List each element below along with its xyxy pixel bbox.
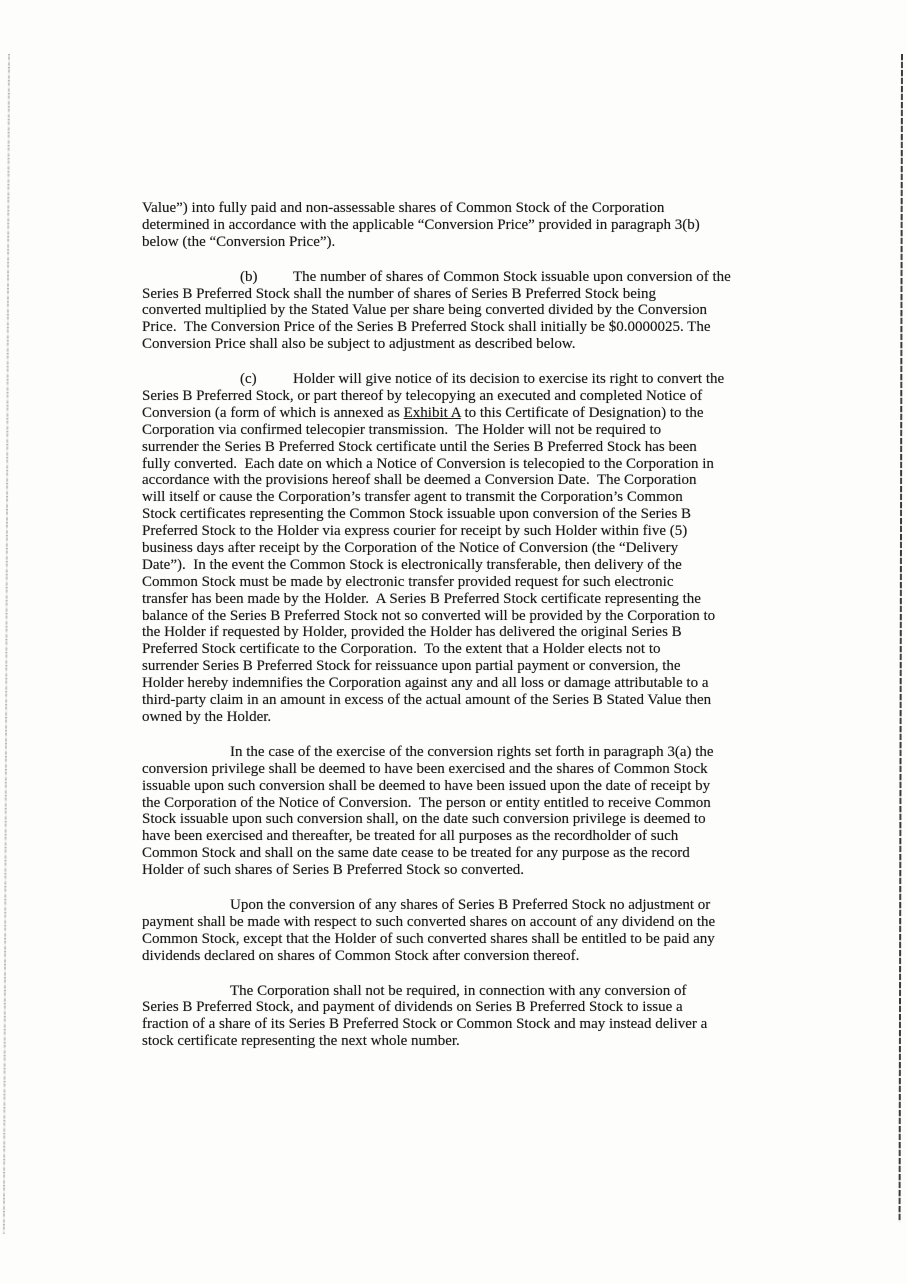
exhibit-a-underlined-reference: Exhibit A <box>403 404 461 421</box>
paragraph-fractional-shares <box>142 983 822 1051</box>
text-line: In the case of the exercise of the conversion rights set forth in paragraph 3(a) the <box>230 743 714 760</box>
paragraph-subsection-b <box>142 269 822 353</box>
text-line: stock certificate representing the next whole number. <box>142 1033 460 1050</box>
text-line: Value”) into fully paid and non-assessable shares of Common Stock of the Corporation <box>142 200 665 216</box>
text-line: dividends declared on shares of Common Stock after conversion thereof. <box>142 947 580 964</box>
text-line <box>142 405 822 422</box>
text-line: surrender Series B Preferred Stock for reissuance upon partial payment or conversion, the <box>142 658 681 675</box>
text-line: accordance with the provisions hereof shall be deemed a Conversion Date. The Corporation <box>142 472 697 489</box>
scan-artifact-left-edge-line <box>3 54 10 1234</box>
text-line: the Holder if requested by Holder, provided the Holder has delivered the original Series B <box>142 624 682 641</box>
text-line: transfer has been made by the Holder. A Series B Preferred Stock certificate representing the <box>142 590 701 607</box>
text-line: will itself or cause the Corporation’s transfer agent to transmit the Corporation’s Common <box>142 489 683 506</box>
text-run: The number of shares of Common Stock issuable upon conversion of the <box>293 268 731 285</box>
text-line: Corporation via confirmed telecopier transmission. The Holder will not be required to <box>142 421 662 438</box>
text-line: Upon the conversion of any shares of Series B Preferred Stock no adjustment or <box>230 896 711 913</box>
subsection-label-b: (b) <box>240 268 258 285</box>
text-line: Conversion Price shall also be subject to adjustment as described below. <box>142 336 576 353</box>
text-line: have been exercised and thereafter, be treated for all purposes as the recordholder of such <box>142 828 679 845</box>
text-line: determined in accordance with the applicable “Conversion Price” provided in paragraph 3(b) <box>142 216 700 233</box>
text-line: Common Stock and shall on the same date cease to be treated for any purpose as the record <box>142 845 690 862</box>
scan-artifact-right-edge-line <box>899 54 903 1222</box>
text-line: Price. The Conversion Price of the Series B Preferred Stock shall initially be $0.0000025. The <box>142 319 711 336</box>
text-line: Series B Preferred Stock shall the number of shares of Series B Preferred Stock being <box>142 285 657 302</box>
text-line: The Corporation shall not be required, in connection with any conversion of <box>230 982 687 999</box>
text-line: Preferred Stock certificate to the Corporation. To the extent that a Holder elects not to <box>142 641 661 658</box>
text-line: payment shall be made with respect to such converted shares on account of any dividend on the <box>142 913 716 930</box>
paragraph-continuation-conversion-price <box>142 200 822 251</box>
text-run: Holder will give notice of its decision to exercise its right to convert the <box>293 371 725 388</box>
text-line: fraction of a share of its Series B Preferred Stock or Common Stock and may instead deliver a <box>142 1016 708 1033</box>
subsection-label-c: (c) <box>240 371 257 388</box>
text-line: business days after receipt by the Corporation of the Notice of Conversion (the “Delivery <box>142 540 679 557</box>
text-line <box>142 269 822 286</box>
document-text-block <box>142 200 822 1068</box>
text-line: the Corporation of the Notice of Conversion. The person or entity entitled to receive Common <box>142 794 711 811</box>
paragraph-subsection-c <box>142 371 822 726</box>
text-line: fully converted. Each date on which a Notice of Conversion is telecopied to the Corporation in <box>142 455 714 472</box>
text-line: surrender the Series B Preferred Stock certificate until the Series B Preferred Stock has been <box>142 438 697 455</box>
text-line: Holder hereby indemnifies the Corporation against any and all loss or damage attributable to a <box>142 675 709 692</box>
text-line: third-party claim in an amount in excess of the actual amount of the Series B Stated Value then <box>142 692 712 709</box>
text-line: balance of the Series B Preferred Stock not so converted will be provided by the Corporation to <box>142 607 716 624</box>
text-line: Series B Preferred Stock, or part thereof by telecopying an executed and completed Notice of <box>142 388 703 405</box>
text-line: Stock certificates representing the Common Stock issuable upon conversion of the Series B <box>142 506 692 523</box>
text-line: issuable upon such conversion shall be deemed to have been issued upon the date of receipt by <box>142 777 711 794</box>
text-line: Stock issuable upon such conversion shall, on the date such conversion privilege is deemed to <box>142 811 706 828</box>
text-line: Holder of such shares of Series B Preferred Stock so converted. <box>142 862 524 879</box>
text-line: below (the “Conversion Price”). <box>142 233 336 250</box>
text-run: Conversion (a form of which is annexed as <box>142 404 404 421</box>
text-run: to this Certificate of Designation) to the <box>460 404 704 421</box>
paragraph-dividend-adjustment <box>142 897 822 965</box>
text-line: Common Stock, except that the Holder of such converted shares shall be entitled to be paid any <box>142 930 715 947</box>
paragraph-conversion-rights-exercise <box>142 744 822 879</box>
text-line <box>142 371 822 388</box>
text-line: Preferred Stock to the Holder via express courier for receipt by such Holder within five (5) <box>142 523 688 540</box>
text-line: Common Stock must be made by electronic transfer provided request for such electronic <box>142 573 674 590</box>
text-line: converted multiplied by the Stated Value per share being converted divided by the Conversion <box>142 302 707 319</box>
text-line: conversion privilege shall be deemed to have been exercised and the shares of Common Stock <box>142 760 708 777</box>
text-line: Series B Preferred Stock, and payment of dividends on Series B Preferred Stock to issue a <box>142 999 683 1016</box>
text-line: owned by the Holder. <box>142 708 272 725</box>
text-line: Date”). In the event the Common Stock is electronically transferable, then delivery of the <box>142 556 682 573</box>
